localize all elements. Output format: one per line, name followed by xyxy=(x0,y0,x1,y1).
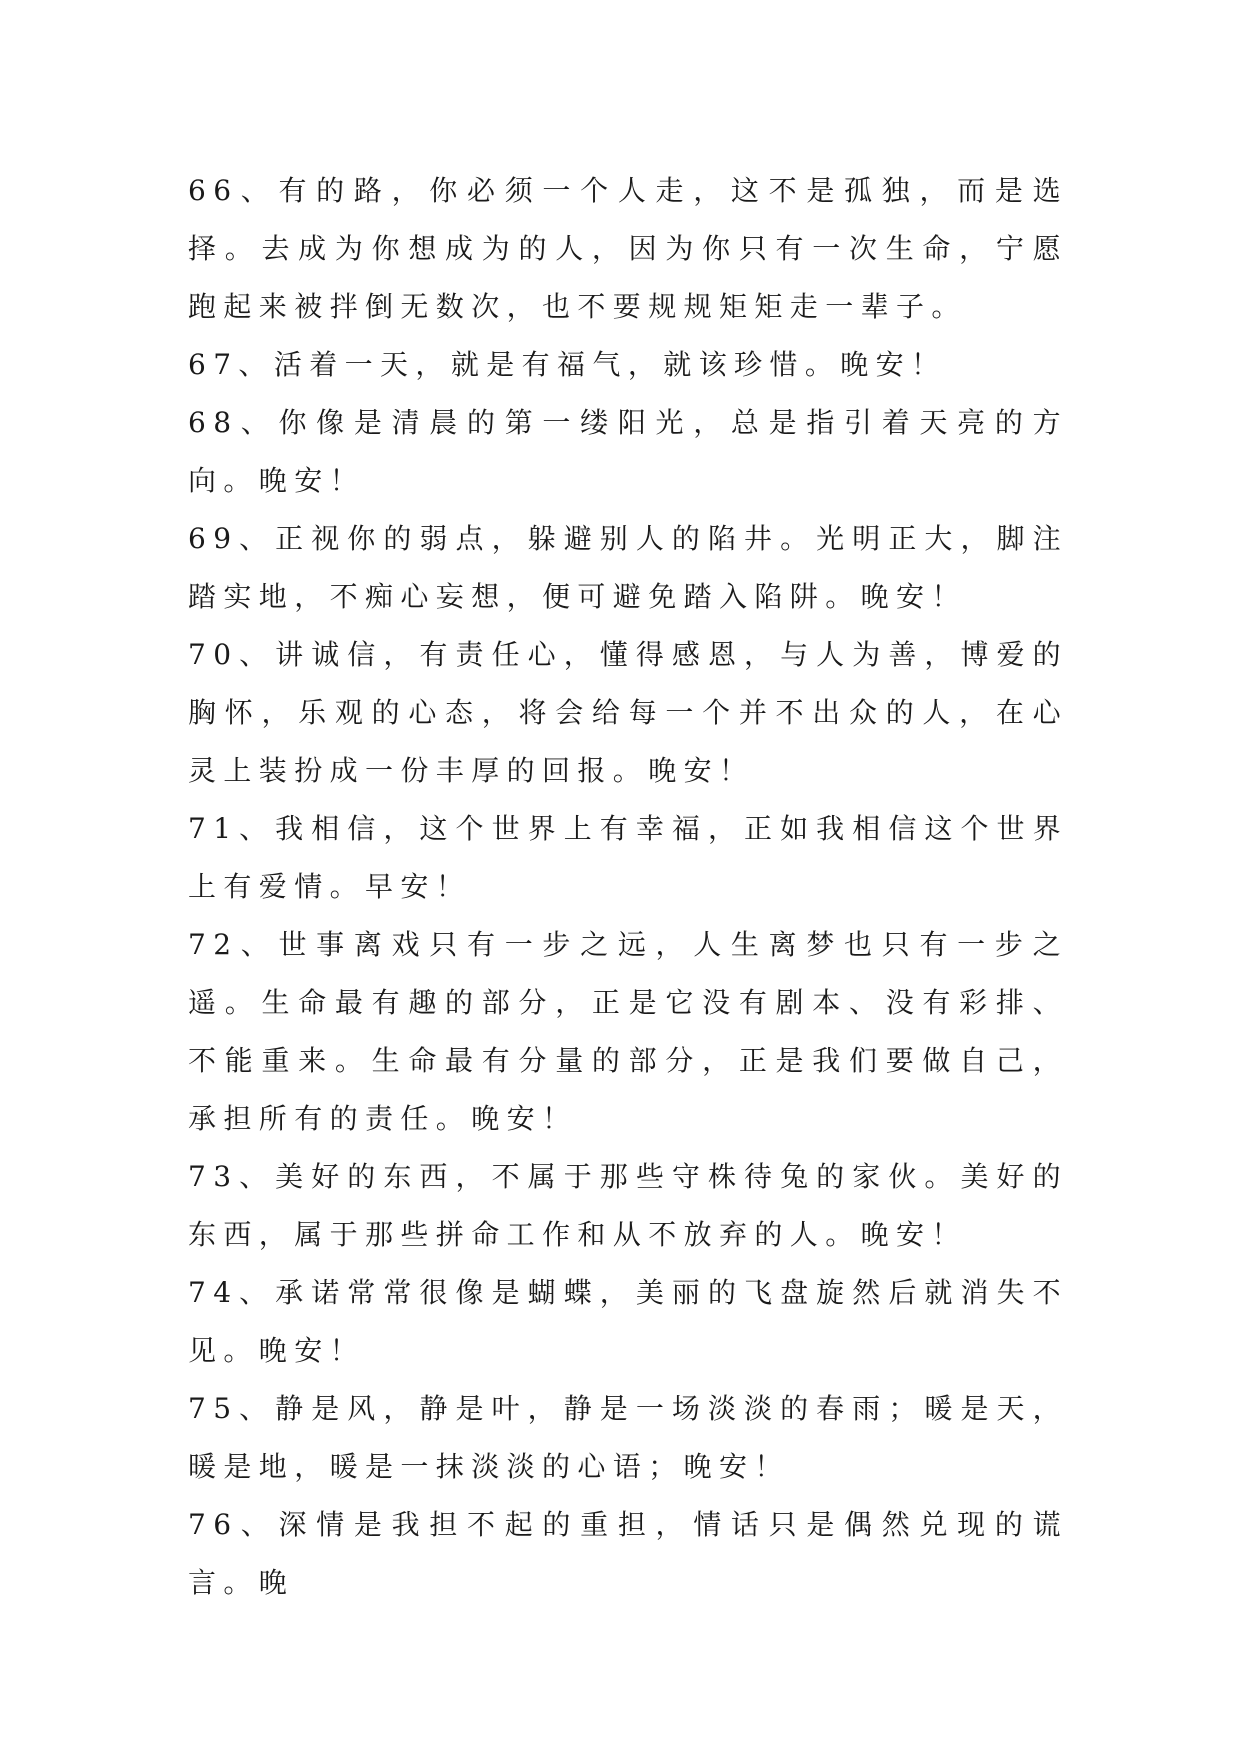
list-item: 67、活着一天，就是有福气，就该珍惜。晚安！ xyxy=(188,348,947,381)
list-item: 74、承诺常常很像是蝴蝶，美丽的飞盘旋然后就消失不见。晚安！ xyxy=(188,1276,1068,1367)
list-item: 75、静是风，静是叶，静是一场淡淡的春雨；暖是天，暖是地，暖是一抹淡淡的心语；晚安！ xyxy=(188,1392,1068,1483)
list-item: 72、世事离戏只有一步之远，人生离梦也只有一步之遥。生命最有趣的部分，正是它没有剧本、没有彩排、不能重来。生命最有分量的部分，正是我们要做自己，承担所有的责任。晚安！ xyxy=(188,928,1068,1135)
list-item: 69、正视你的弱点，躲避别人的陷井。光明正大，脚注踏实地，不痴心妄想，便可避免踏入陷阱。晚安！ xyxy=(188,522,1068,613)
list-item: 70、讲诚信，有责任心，懂得感恩，与人为善，博爱的胸怀，乐观的心态，将会给每一个并不出众的人，在心灵上装扮成一份丰厚的回报。晚安！ xyxy=(188,638,1068,787)
list-item: 66、有的路，你必须一个人走，这不是孤独，而是选择。去成为你想成为的人，因为你只有一次生命，宁愿跑起来被拌倒无数次，也不要规规矩矩走一辈子。 xyxy=(188,174,1068,323)
list-item: 73、美好的东西，不属于那些守株待兔的家伙。美好的东西，属于那些拼命工作和从不放弃的人。晚安！ xyxy=(188,1160,1068,1251)
list-item: 68、你像是清晨的第一缕阳光，总是指引着天亮的方向。晚安！ xyxy=(188,406,1068,497)
list-item: 71、我相信，这个世界上有幸福，正如我相信这个世界上有爱情。早安！ xyxy=(188,812,1068,903)
list-item: 76、深情是我担不起的重担，情话只是偶然兑现的谎言。晚 xyxy=(188,1508,1068,1599)
document-body xyxy=(188,162,1068,1612)
